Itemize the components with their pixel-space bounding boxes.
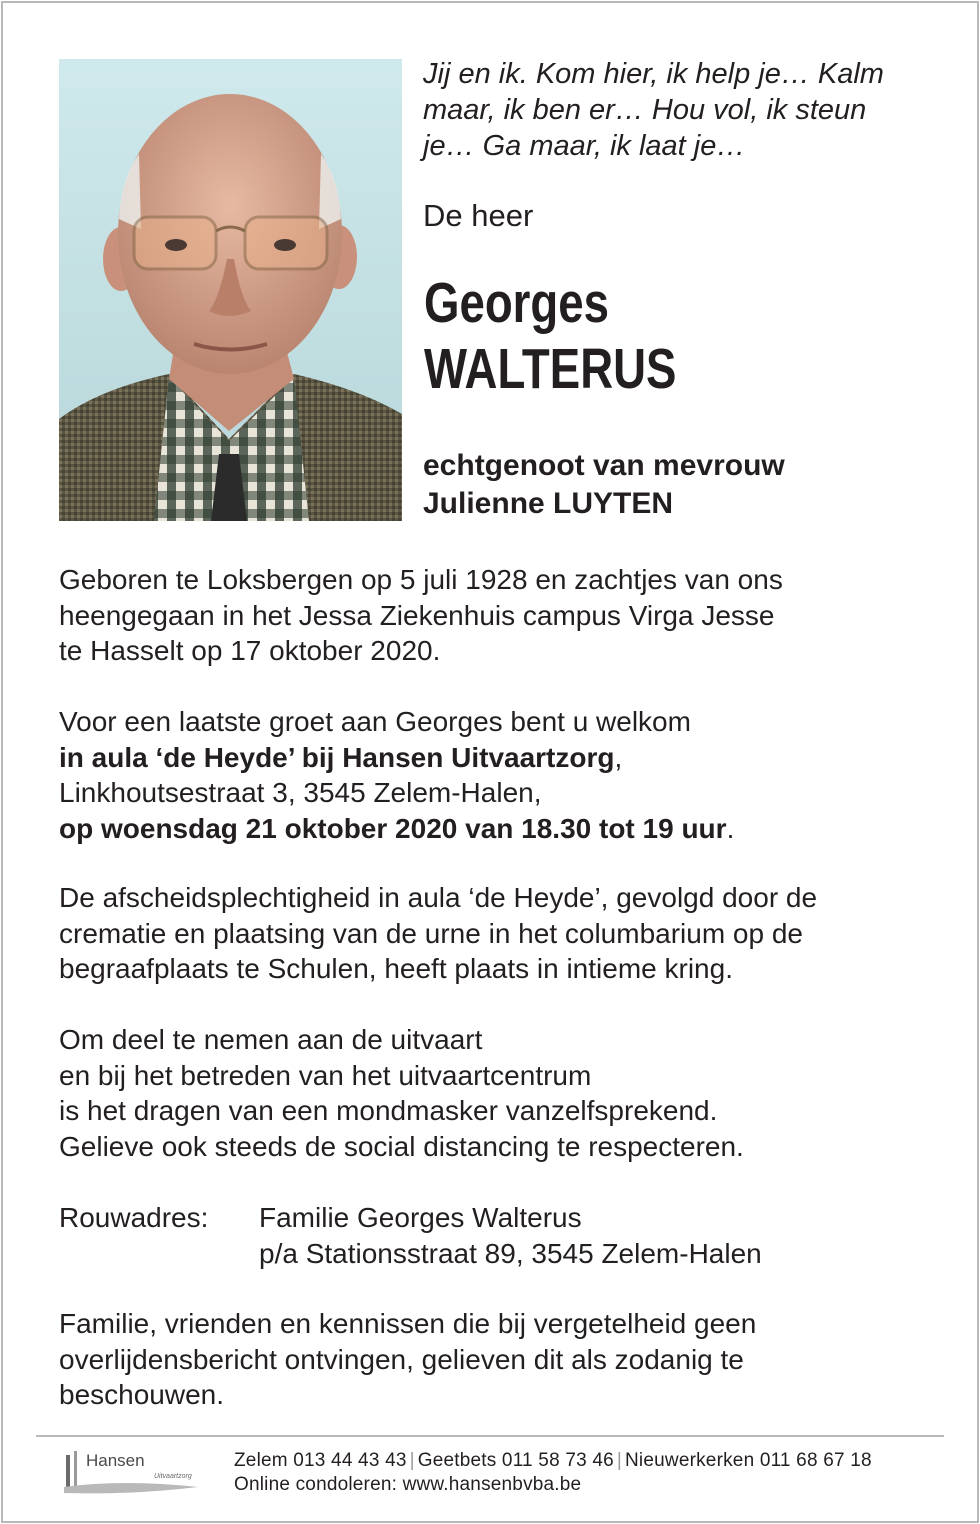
birth-paragraph [59,562,939,669]
visit-line [59,811,939,847]
ceremony-paragraph [59,880,939,987]
visit-address: Linkhoutsestraat 3, 3545 Zelem-Halen, [59,777,542,808]
poem [423,56,943,164]
phone-numbers [234,1449,872,1473]
separator: | [409,1450,415,1471]
poem-line: maar, ik ben er… Hou vol, ik steun [423,94,867,126]
separator: | [616,1450,623,1471]
ceremony-line: begraafplaats te Schulen, heeft plaats in intieme kring. [59,953,733,984]
spouse-line: echtgenoot van mevrouw [423,449,785,482]
honorific: De heer [423,198,534,233]
closing-line: Familie, vrienden en kennissen die bij vergetelheid geen [59,1308,757,1339]
visit-paragraph [59,704,939,846]
address-line: p/a Stationsstraat 89, 3545 Zelem-Halen [259,1237,762,1269]
address-block [59,1200,939,1271]
spouse-line: Julienne LUYTEN [423,487,674,520]
logo-subtitle: Uitvaartzorg [154,1473,192,1480]
closing-line: beschouwen. [59,1379,225,1410]
ceremony-line: crematie en plaatsing van de urne in het columbarium op de [59,917,803,949]
mask-line: en bij het betreden van het uitvaartcentrum [59,1059,592,1091]
birth-line: te Hasselt op 17 oktober 2020. [59,635,441,666]
address-line: Familie Georges Walterus [259,1202,582,1233]
first-name: Georges [424,271,610,335]
mask-line: Gelieve ook steeds de social distancing te respecteren. [59,1130,744,1162]
address-label: Rouwadres: [59,1202,209,1233]
closing-paragraph [59,1306,939,1413]
mask-line: is het dragen van een mondmasker vanzelfsprekend. [59,1095,718,1126]
visit-punct: , [614,741,623,773]
mask-line: Om deel te nemen aan de uitvaart [59,1024,483,1055]
visit-punct: . [726,812,735,844]
visit-line: Voor een laatste groet aan Georges bent u welkom [59,706,691,737]
visit-line [59,740,939,776]
spouse-info [423,447,785,523]
phone-nieuwerkerken: Nieuwerkerken 011 68 67 18 [625,1450,872,1471]
last-name: WALTERUS [424,337,677,401]
hansen-logo [62,1449,202,1495]
footer-divider [36,1435,944,1437]
visit-location: in aula ‘de Heyde’ bij Hansen Uitvaartzorg [59,741,615,773]
portrait-photo [59,59,402,521]
poem-line: Jij en ik. Kom hier, ik help je… Kalm [423,58,884,90]
birth-line: Geboren te Loksbergen op 5 juli 1928 en zachtjes van ons [59,564,783,595]
online-condolences: Online condoleren: www.hansenbvba.be [234,1474,582,1495]
phone-zelem: Zelem 013 44 43 43 [234,1450,407,1471]
logo-name: Hansen [86,1451,145,1470]
closing-line: overlijdensbericht ontvingen, gelieven dit als zodanig te [59,1343,744,1375]
deceased-name [424,270,676,402]
poem-line: je… Ga maar, ik laat je… [423,130,746,162]
phone-geetbets: Geetbets 011 58 73 46 [417,1450,614,1471]
ceremony-line: De afscheidsplechtigheid in aula ‘de Heyde’, gevolgd door de [59,882,818,913]
address-label-spacer [59,1236,259,1272]
address-row [59,1236,939,1272]
visit-datetime: op woensdag 21 oktober 2020 van 18.30 tot 19 uur [59,812,727,844]
footer-contact [234,1449,872,1497]
address-row [59,1200,939,1236]
birth-line: heengegaan in het Jessa Ziekenhuis campus Virga Jesse [59,599,775,631]
mask-paragraph [59,1022,939,1164]
